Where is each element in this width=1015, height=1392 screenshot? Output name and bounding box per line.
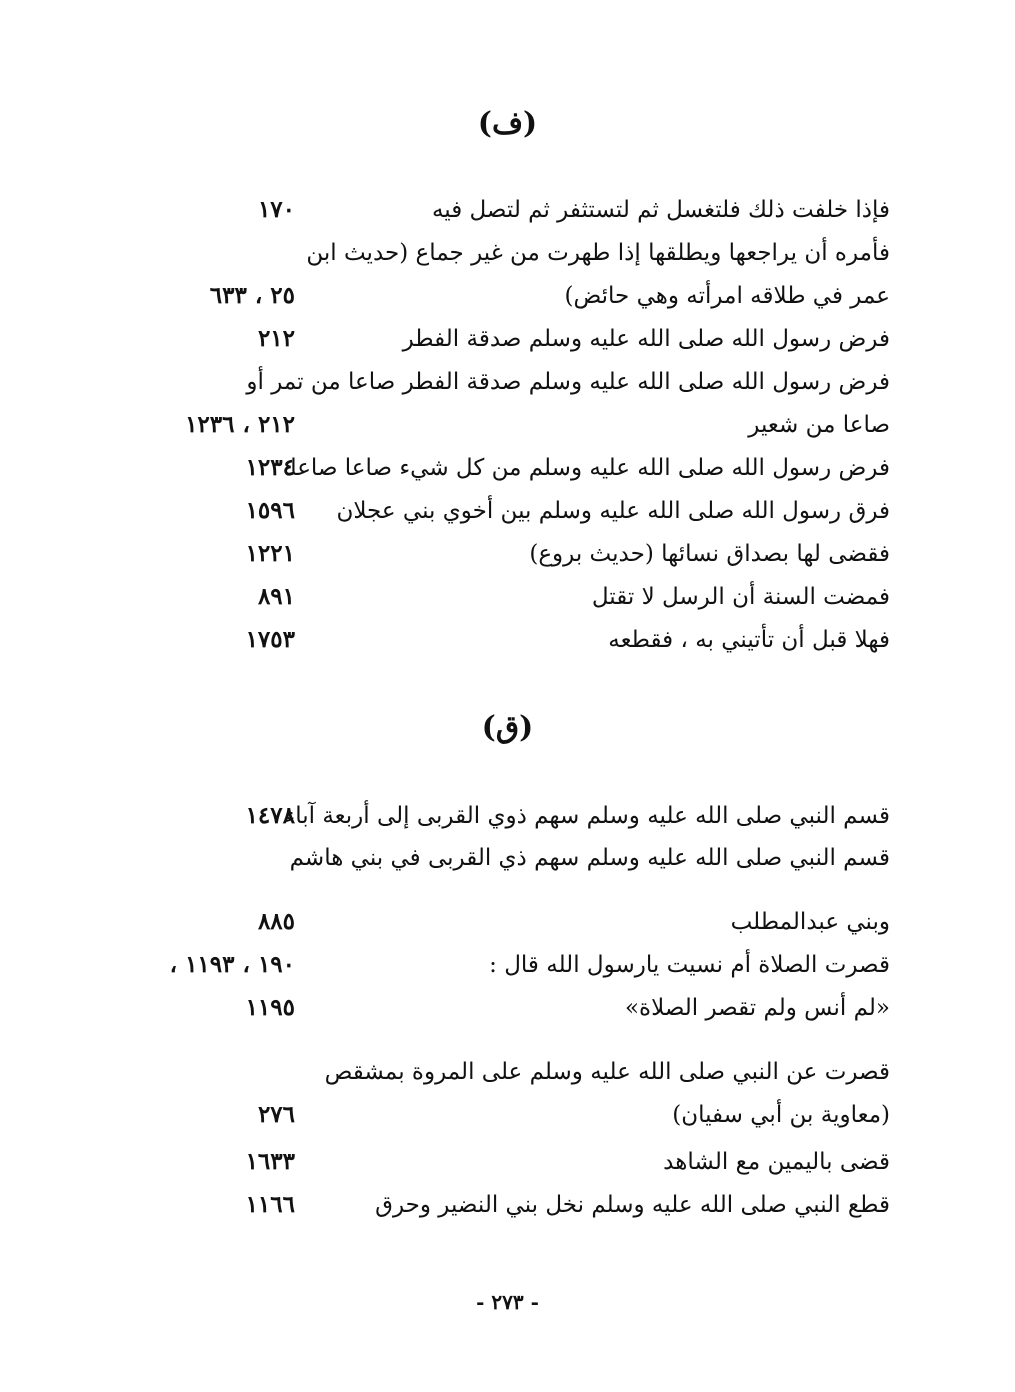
entry-text: صاعا من شعير xyxy=(748,412,890,438)
index-entry xyxy=(150,902,890,942)
index-entry xyxy=(150,988,890,1028)
entry-text: فإذا خلفت ذلك فلتغسل ثم لتستثفر ثم لتصل فيه xyxy=(431,197,890,223)
index-entry xyxy=(150,796,890,836)
entry-reference: ١١٩٥ xyxy=(245,994,295,1021)
entry-reference: ١٤٧٨ xyxy=(245,802,295,829)
entry-text: قضى باليمين مع الشاهد xyxy=(663,1149,890,1175)
entry-text: قسم النبي صلى الله عليه وسلم سهم ذي القربى في بني هاشم xyxy=(289,845,890,871)
page-number: - ٢٧٣ - xyxy=(476,1290,539,1314)
entry-reference: ٢٥ ، ٦٣٣ xyxy=(209,282,295,309)
index-entry xyxy=(150,319,890,359)
entry-text: فقضى لها بصداق نسائها (حديث بروع) xyxy=(529,541,890,567)
index-entry xyxy=(150,362,890,402)
entry-text: فأمره أن يراجعها ويطلقها إذا طهرت من غير جماع (حديث ابن xyxy=(306,240,890,266)
entry-text: «لم أنس ولم تقصر الصلاة» xyxy=(624,995,890,1021)
entry-text: فرق رسول الله صلى الله عليه وسلم بين أخوي بني عجلان xyxy=(336,498,890,524)
entry-text: قصرت الصلاة أم نسيت يارسول الله قال : xyxy=(489,952,890,978)
entry-reference: ١٧٠ xyxy=(257,196,295,223)
entry-text: وبني عبدالمطلب xyxy=(730,909,890,935)
entry-reference: ١٢٢١ xyxy=(245,540,295,567)
index-entry xyxy=(150,838,890,878)
entry-reference: ١٦٣٣ xyxy=(245,1148,295,1175)
entry-text: عمر في طلاقه امرأته وهي حائض) xyxy=(564,283,890,309)
index-entry xyxy=(150,945,890,985)
index-entry xyxy=(150,1052,890,1092)
entry-reference: ٢٧٦ xyxy=(257,1101,295,1128)
section-heading-qaf: (ق) xyxy=(481,710,534,745)
entry-reference: ٢١٢ ، ١٢٣٦ xyxy=(185,411,295,438)
index-entry xyxy=(150,448,890,488)
entry-text: فرض رسول الله صلى الله عليه وسلم صدقة الفطر xyxy=(402,326,890,352)
entry-text: فمضت السنة أن الرسل لا تقتل xyxy=(591,584,890,610)
index-entry xyxy=(150,233,890,273)
entry-text: قطع النبي صلى الله عليه وسلم نخل بني النضير وحرق xyxy=(375,1192,890,1218)
entry-text: فرض رسول الله صلى الله عليه وسلم من كل شيء صاعا صاعا xyxy=(290,455,890,481)
entry-reference: ١١٦٦ xyxy=(245,1191,295,1218)
entry-reference: ٨٩١ xyxy=(257,583,295,610)
entry-text: فهلا قبل أن تأتيني به ، فقطعه xyxy=(608,627,890,653)
entry-reference: ١٥٩٦ xyxy=(245,497,295,524)
entry-text: قصرت عن النبي صلى الله عليه وسلم على المروة بمشقص xyxy=(324,1059,890,1085)
entry-text: فرض رسول الله صلى الله عليه وسلم صدقة الفطر صاعا من تمر أو xyxy=(246,369,890,395)
entry-text: (معاوية بن أبي سفيان) xyxy=(672,1102,890,1128)
index-entry xyxy=(150,577,890,617)
index-entry xyxy=(150,405,890,445)
index-entry xyxy=(150,276,890,316)
index-entry xyxy=(150,1142,890,1182)
entry-reference: ٨٨٥ xyxy=(257,908,295,935)
index-entry xyxy=(150,491,890,531)
index-entry xyxy=(150,1185,890,1225)
index-entry xyxy=(150,534,890,574)
entry-text: قسم النبي صلى الله عليه وسلم سهم ذوي القربى إلى أربعة آباء xyxy=(284,803,890,829)
entry-reference: ١٢٣٤ xyxy=(245,454,295,481)
index-entry xyxy=(150,190,890,230)
entry-reference: ٢١٢ xyxy=(257,325,295,352)
section-heading-fa: (ف) xyxy=(477,106,538,141)
index-entry xyxy=(150,1095,890,1135)
entry-reference: ١٧٥٣ xyxy=(245,626,295,653)
index-entry xyxy=(150,620,890,660)
entry-reference: ١٩٠ ، ١١٩٣ ، xyxy=(169,951,295,978)
